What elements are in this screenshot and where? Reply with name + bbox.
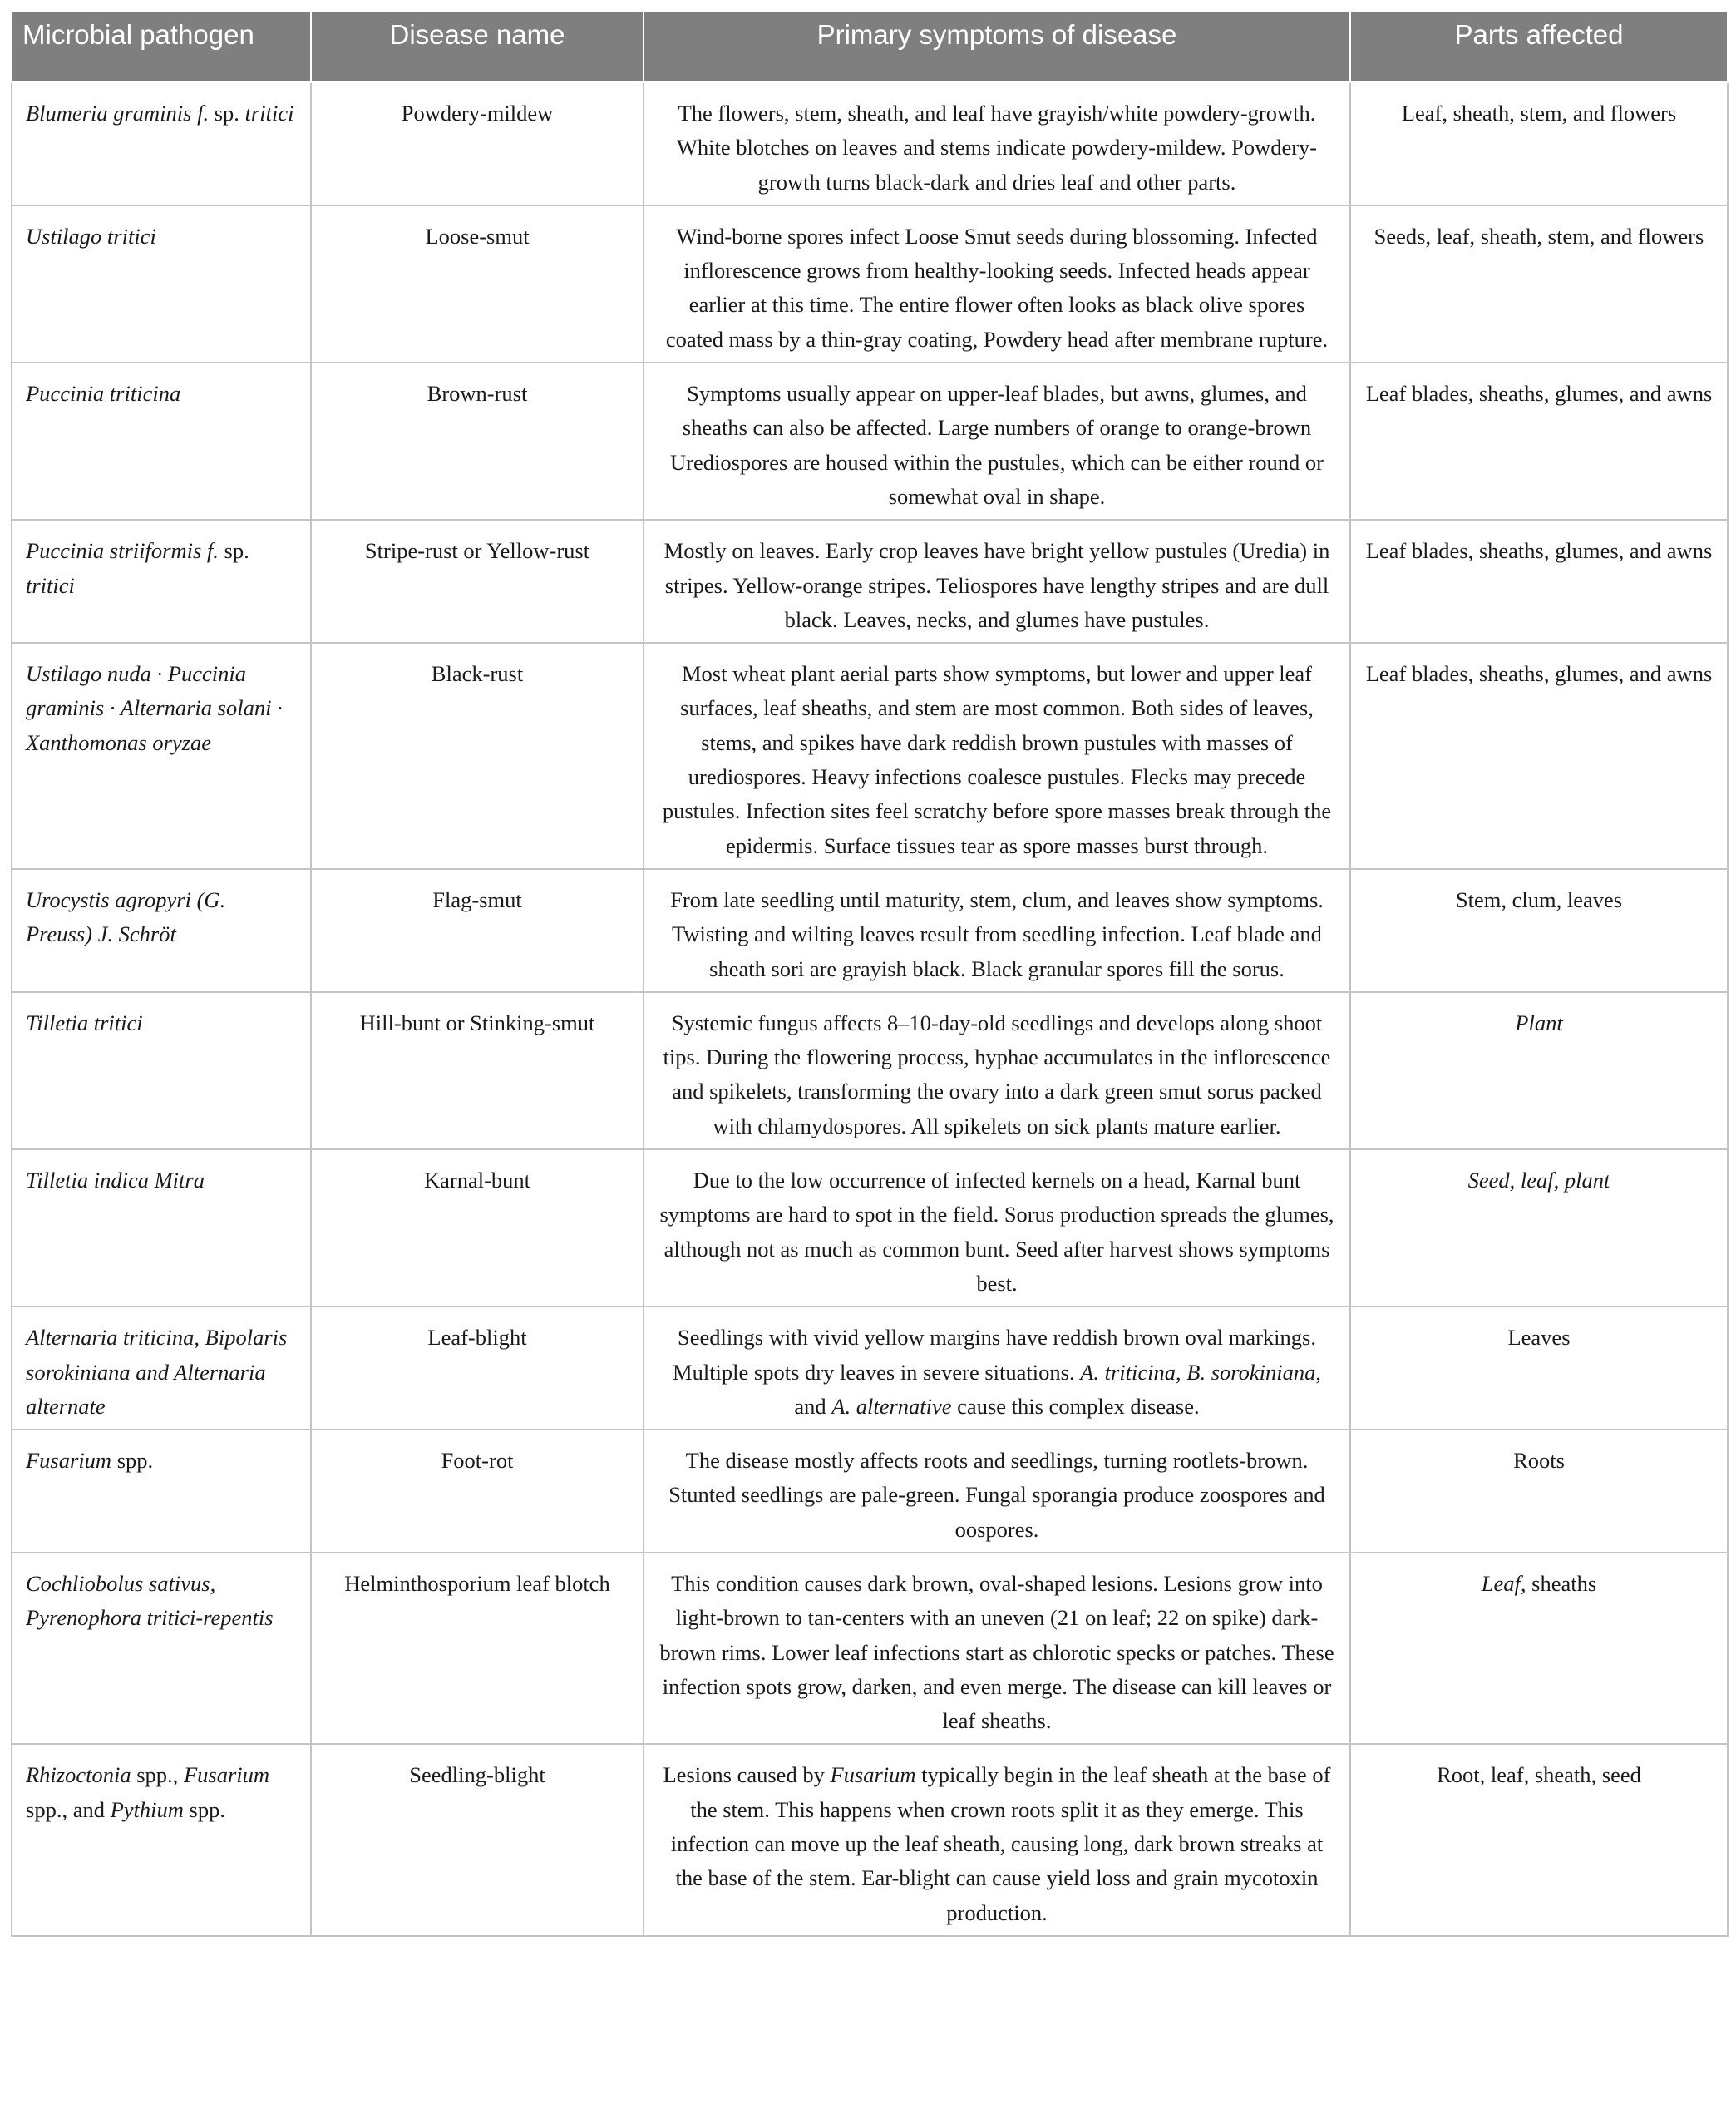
cell-microbial-pathogen <box>12 1430 311 1553</box>
cell-microbial-pathogen <box>12 869 311 992</box>
header-primary-symptoms: Primary symptoms of disease <box>644 12 1350 82</box>
cell-disease-name: Stripe-rust or Yellow-rust <box>311 520 644 643</box>
text-segment: Plant <box>1515 1010 1563 1035</box>
table-row <box>12 1430 1728 1553</box>
text-segment: typically begin in the leaf sheath at the base of the stem. This happens when crown roots split it as they emerge. This infection can move up the leaf sheath, causing long, dark brown streaks at the base of the stem. Ear-blight can cause yield loss and grain mycotoxin production. <box>670 1762 1331 1925</box>
text-segment: spp. <box>111 1448 154 1474</box>
cell-parts-affected <box>1350 1553 1728 1744</box>
text-segment: sp. <box>218 538 249 564</box>
text-segment: Lesions caused by <box>663 1762 831 1788</box>
cell-disease-name: Helminthosporium leaf blotch <box>311 1553 644 1744</box>
cell-parts-affected <box>1350 869 1728 992</box>
text-segment: Due to the low occurrence of infected kernels on a head, Karnal bunt symptoms are hard to spot in the field. Sorus production spreads the glumes, although not as much as common bunt. Seed after harvest shows symptoms best. <box>659 1168 1334 1296</box>
text-segment: tritici <box>26 572 75 598</box>
cell-microbial-pathogen <box>12 1149 311 1306</box>
table-row <box>12 205 1728 363</box>
cell-microbial-pathogen <box>12 992 311 1149</box>
cell-microbial-pathogen <box>12 643 311 869</box>
text-segment: Stem, clum, leaves <box>1455 887 1623 912</box>
cell-disease-name: Loose-smut <box>311 205 644 363</box>
text-segment: Ustilago tritici <box>26 223 156 249</box>
text-segment: Fusarium <box>183 1762 270 1788</box>
cell-disease-name: Leaf-blight <box>311 1306 644 1430</box>
cell-disease-name: Flag-smut <box>311 869 644 992</box>
text-segment: spp., and <box>26 1796 111 1822</box>
cell-primary-symptoms <box>644 643 1350 869</box>
table-body <box>12 82 1728 1936</box>
cell-primary-symptoms <box>644 1553 1350 1744</box>
cell-primary-symptoms <box>644 1306 1350 1430</box>
cell-parts-affected <box>1350 1306 1728 1430</box>
cell-parts-affected <box>1350 992 1728 1149</box>
cell-parts-affected <box>1350 82 1728 205</box>
text-segment: cause this complex disease. <box>951 1393 1200 1419</box>
text-segment: Systemic fungus affects 8–10-day-old seedlings and develops along shoot tips. During the flowering process, hyphae accumulates in the inflorescence and spikelets, transforming the ovary into a dark green smut sorus packed with chlamydospores. All spikelets on sick plants mature earlier. <box>663 1010 1331 1138</box>
header-row <box>12 12 1728 82</box>
header-microbial-pathogen: Microbial pathogen <box>12 12 311 82</box>
text-segment: , and <box>794 1359 1321 1419</box>
cell-parts-affected <box>1350 520 1728 643</box>
text-segment: Tilletia indica Mitra <box>26 1168 205 1193</box>
table-header <box>12 12 1728 82</box>
text-segment: , <box>1176 1359 1187 1385</box>
header-parts-affected: Parts affected <box>1350 12 1728 82</box>
text-segment: Leaf blades, sheaths, glumes, and awns <box>1365 538 1713 564</box>
cell-primary-symptoms <box>644 869 1350 992</box>
table-row <box>12 1553 1728 1744</box>
cell-microbial-pathogen <box>12 1553 311 1744</box>
text-segment: Rhizoctonia <box>26 1762 131 1788</box>
text-segment: Leaf blades, sheaths, glumes, and awns <box>1365 661 1713 687</box>
text-segment: Urocystis agropyri (G. Preuss) J. Schröt <box>26 887 226 947</box>
cell-parts-affected <box>1350 643 1728 869</box>
table-row <box>12 992 1728 1149</box>
cell-disease-name: Hill-bunt or Stinking-smut <box>311 992 644 1149</box>
text-segment: Symptoms usually appear on upper-leaf blades, but awns, glumes, and sheaths can also be affected. Large numbers of orange to orange-brown Urediospores are housed within the pustules, which can be either round or somewhat oval in shape. <box>670 381 1324 509</box>
text-segment: Leaves <box>1507 1325 1571 1351</box>
header-disease-name: Disease name <box>311 12 644 82</box>
cell-disease-name: Karnal-bunt <box>311 1149 644 1306</box>
text-segment: A. triticina <box>1080 1359 1176 1385</box>
cell-parts-affected <box>1350 1149 1728 1306</box>
cell-microbial-pathogen <box>12 1744 311 1935</box>
text-segment: A. alternative <box>831 1393 952 1419</box>
text-segment: Most wheat plant aerial parts show symptoms, but lower and upper leaf surfaces, leaf sheaths, and stem are most common. Both sides of leaves, stems, and spikes have dark reddish brown pustules with masses of urediospores. Heavy infections coalesce pustules. Flecks may precede pustules. Infection sites feel scratchy before spore masses break through the epidermis. Surface tissues tear as spore masses burst through. <box>662 661 1332 858</box>
cell-microbial-pathogen <box>12 520 311 643</box>
cell-primary-symptoms <box>644 363 1350 520</box>
text-segment: Alternaria triticina, Bipolaris sorokiniana and Alternaria alternate <box>26 1325 288 1419</box>
cell-disease-name: Powdery-mildew <box>311 82 644 205</box>
text-segment: The disease mostly affects roots and seedlings, turning rootlets-brown. Stunted seedlings are pale-green. Fungal sporangia produce zoospores and oospores. <box>668 1448 1325 1542</box>
text-segment: spp. <box>183 1796 225 1822</box>
cell-primary-symptoms <box>644 82 1350 205</box>
text-segment: Puccinia triticina <box>26 381 181 407</box>
text-segment: Seedlings with vivid yellow margins have reddish brown oval markings. Multiple spots dry leaves in severe situations. <box>673 1325 1316 1385</box>
text-segment: Wind-borne spores infect Loose Smut seeds during blossoming. Infected inflorescence grows from healthy-looking seeds. Infected heads appear earlier at this time. The entire flower often looks as black olive spores coated mass by a thin-gray coating, Powdery head after membrane rupture. <box>665 223 1329 352</box>
text-segment: Pythium <box>110 1796 184 1822</box>
cell-microbial-pathogen <box>12 1306 311 1430</box>
text-segment: Fusarium <box>26 1448 112 1474</box>
table-row <box>12 1744 1728 1935</box>
text-segment: Ustilago nuda · Puccinia graminis · Alternaria solani · Xanthomonas oryzae <box>26 661 283 755</box>
text-segment: spp., <box>131 1762 184 1788</box>
table-row <box>12 82 1728 205</box>
cell-primary-symptoms <box>644 992 1350 1149</box>
table-row <box>12 363 1728 520</box>
text-segment: Leaf, sheath, stem, and flowers <box>1401 101 1677 126</box>
text-segment: Cochliobolus sativus, Pyrenophora tritici-repentis <box>26 1570 274 1631</box>
table-row <box>12 869 1728 992</box>
text-segment: Seeds, leaf, sheath, stem, and flowers <box>1374 223 1704 249</box>
cell-parts-affected <box>1350 363 1728 520</box>
cell-primary-symptoms <box>644 1149 1350 1306</box>
table-row <box>12 520 1728 643</box>
text-segment: Roots <box>1513 1448 1565 1474</box>
cell-disease-name: Brown-rust <box>311 363 644 520</box>
text-segment: sp. <box>209 101 245 126</box>
text-segment: Leaf blades, sheaths, glumes, and awns <box>1365 381 1713 407</box>
table-row <box>12 1306 1728 1430</box>
text-segment: tritici <box>244 101 294 126</box>
cell-microbial-pathogen <box>12 205 311 363</box>
text-segment: Mostly on leaves. Early crop leaves have bright yellow pustules (Uredia) in stripes. Yellow-orange stripes. Teliospores have lengthy stripes and are dull black. Leaves, necks, and glumes have pustules. <box>663 538 1330 632</box>
pathogen-table <box>11 11 1729 1937</box>
text-segment: B. sorokiniana <box>1186 1359 1316 1385</box>
cell-primary-symptoms <box>644 205 1350 363</box>
cell-parts-affected <box>1350 205 1728 363</box>
table-row <box>12 1149 1728 1306</box>
text-segment: This condition causes dark brown, oval-shaped lesions. Lesions grow into light-brown to tan-centers with an uneven (21 on leaf; 22 on spike) dark-brown rims. Lower leaf infections start as chlorotic specks or patches. These infection spots grow, darken, and even merge. The disease can kill leaves or leaf sheaths. <box>659 1570 1334 1734</box>
text-segment: Seed, leaf, plant <box>1467 1168 1610 1193</box>
text-segment: Fusarium <box>830 1762 916 1788</box>
cell-primary-symptoms <box>644 1744 1350 1935</box>
cell-disease-name: Seedling-blight <box>311 1744 644 1935</box>
text-segment: The flowers, stem, sheath, and leaf have grayish/white powdery-growth. White blotches on leaves and stems indicate powdery-mildew. Powdery-growth turns black-dark and dries leaf and other parts. <box>676 101 1318 195</box>
cell-disease-name: Black-rust <box>311 643 644 869</box>
text-segment: Puccinia striiformis f. <box>26 538 219 564</box>
pathogen-table-container <box>11 11 1727 1937</box>
cell-disease-name: Foot-rot <box>311 1430 644 1553</box>
cell-microbial-pathogen <box>12 363 311 520</box>
cell-parts-affected <box>1350 1430 1728 1553</box>
text-segment: Root, leaf, sheath, seed <box>1437 1762 1641 1788</box>
cell-parts-affected <box>1350 1744 1728 1935</box>
table-row <box>12 643 1728 869</box>
cell-primary-symptoms <box>644 1430 1350 1553</box>
text-segment: sheaths <box>1526 1570 1597 1596</box>
text-segment: Blumeria graminis f. <box>26 101 210 126</box>
text-segment: Leaf, <box>1481 1570 1526 1596</box>
cell-microbial-pathogen <box>12 82 311 205</box>
cell-primary-symptoms <box>644 520 1350 643</box>
text-segment: From late seedling until maturity, stem, clum, and leaves show symptoms. Twisting and wilting leaves result from seedling infection. Leaf blade and sheath sori are grayish black. Black granular spores fill the sorus. <box>670 887 1324 981</box>
text-segment: Tilletia tritici <box>26 1010 143 1035</box>
